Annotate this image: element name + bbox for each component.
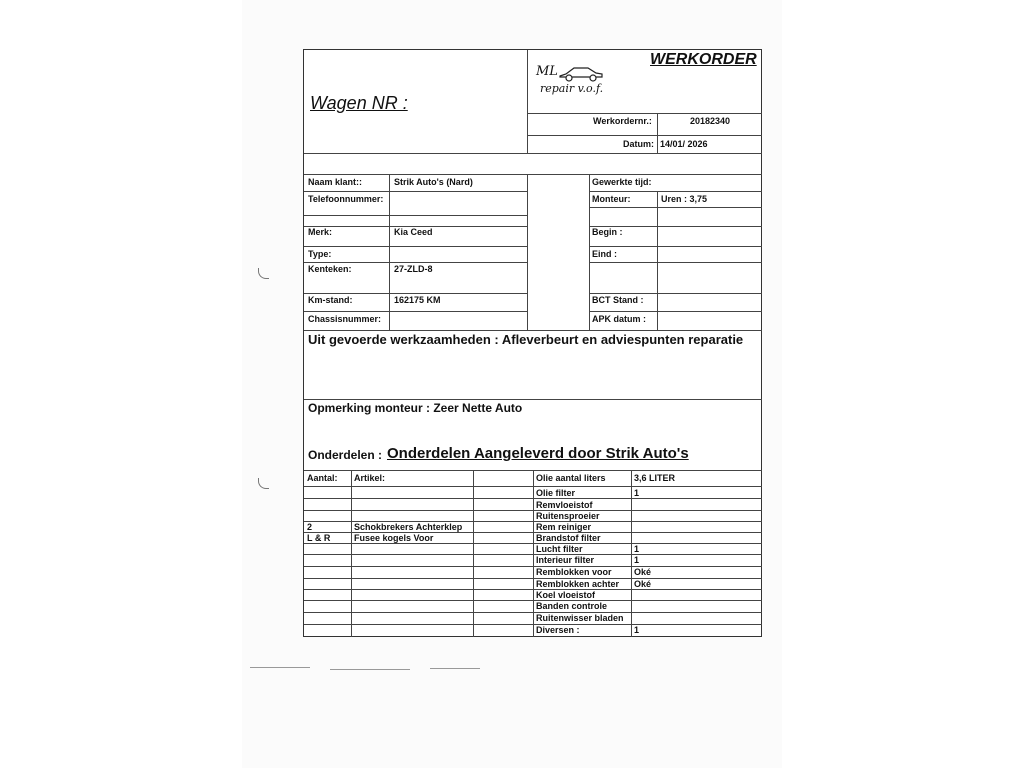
fluid-value: 1 bbox=[634, 488, 640, 498]
km-stand-label: Km-stand: bbox=[308, 295, 353, 305]
fluid-value: 1 bbox=[634, 555, 640, 565]
monteur-label: Monteur: bbox=[592, 194, 631, 204]
merk-label: Merk: bbox=[308, 227, 333, 237]
fluid-label: Banden controle bbox=[536, 601, 608, 611]
fluid-label: Koel vloeistof bbox=[536, 590, 596, 600]
scan-speck bbox=[330, 669, 410, 670]
naam-klant-label: Naam klant:: bbox=[308, 177, 363, 187]
fluid-label: Lucht filter bbox=[536, 544, 583, 554]
werkordernr-label: Werkordernr.: bbox=[593, 116, 652, 126]
fluid-label: Olie filter bbox=[536, 488, 576, 498]
work-order-form bbox=[303, 49, 762, 637]
onderdelen-label: Onderdelen : bbox=[308, 448, 383, 462]
fluid-label: Remblokken voor bbox=[536, 567, 612, 577]
wagen-nr-label: Wagen NR : bbox=[310, 93, 408, 113]
car-icon bbox=[558, 64, 604, 82]
logo-text-ml: ML bbox=[536, 64, 558, 79]
logo-text-repair: repair v.o.f. bbox=[540, 82, 604, 95]
km-stand-value: 162175 KM bbox=[394, 295, 441, 305]
fluid-label: Brandstof filter bbox=[536, 533, 601, 543]
artikel-header: Artikel: bbox=[354, 473, 386, 483]
fluid-value: 1 bbox=[634, 625, 640, 635]
part-row-2-aantal: L & R bbox=[307, 533, 331, 543]
gewerkte-tijd-label: Gewerkte tijd: bbox=[592, 177, 652, 187]
kenteken-value: 27-ZLD-8 bbox=[394, 264, 433, 274]
apk-datum-label: APK datum : bbox=[592, 314, 646, 324]
fluid-value: 1 bbox=[634, 544, 640, 554]
werkzaamheden-text: Uit gevoerde werkzaamheden : Afleverbeurt en adviespunten reparatie bbox=[308, 332, 744, 347]
fluid-label: Ruitenwisser bladen bbox=[536, 613, 624, 623]
part-row-1-artikel: Schokbrekers Achterklep bbox=[354, 522, 463, 532]
fluid-label: Diversen : bbox=[536, 625, 580, 635]
eind-label: Eind : bbox=[592, 249, 617, 259]
fluid-label: Remblokken achter bbox=[536, 579, 620, 589]
fluid-label: Ruitensproeier bbox=[536, 511, 600, 521]
merk-value: Kia Ceed bbox=[394, 227, 433, 237]
part-row-1-aantal: 2 bbox=[307, 522, 313, 532]
aantal-header: Aantal: bbox=[307, 473, 338, 483]
fluid-label: Olie aantal liters bbox=[536, 473, 606, 483]
fluid-value: Oké bbox=[634, 567, 652, 577]
werkordernr-value: 20182340 bbox=[690, 116, 731, 126]
fluid-label: Rem reiniger bbox=[536, 522, 592, 532]
type-label: Type: bbox=[308, 249, 332, 259]
opmerking-text: Opmerking monteur : Zeer Nette Auto bbox=[308, 401, 523, 415]
datum-label: Datum: bbox=[623, 139, 654, 149]
company-logo bbox=[536, 62, 616, 102]
werkorder-title: WERKORDER bbox=[650, 51, 757, 68]
chassis-label: Chassisnummer: bbox=[308, 314, 382, 324]
fluid-label: Interieur filter bbox=[536, 555, 595, 565]
fluid-value: Oké bbox=[634, 579, 652, 589]
datum-value: 14/01/ 2026 bbox=[660, 139, 708, 149]
bct-stand-label: BCT Stand : bbox=[592, 295, 644, 305]
fluid-value: 3,6 LITER bbox=[634, 473, 676, 483]
header-divider bbox=[527, 50, 528, 153]
onderdelen-value: Onderdelen Aangeleverd door Strik Auto's bbox=[387, 445, 689, 462]
telefoon-label: Telefoonnummer: bbox=[308, 194, 384, 204]
scan-speck bbox=[430, 668, 480, 669]
naam-klant-value: Strik Auto's (Nard) bbox=[394, 177, 473, 187]
begin-label: Begin : bbox=[592, 227, 623, 237]
kenteken-label: Kenteken: bbox=[308, 264, 352, 274]
scan-speck bbox=[250, 667, 310, 668]
uren-value: Uren : 3,75 bbox=[661, 194, 708, 204]
fluid-label: Remvloeistof bbox=[536, 500, 593, 510]
part-row-2-artikel: Fusee kogels Voor bbox=[354, 533, 434, 543]
